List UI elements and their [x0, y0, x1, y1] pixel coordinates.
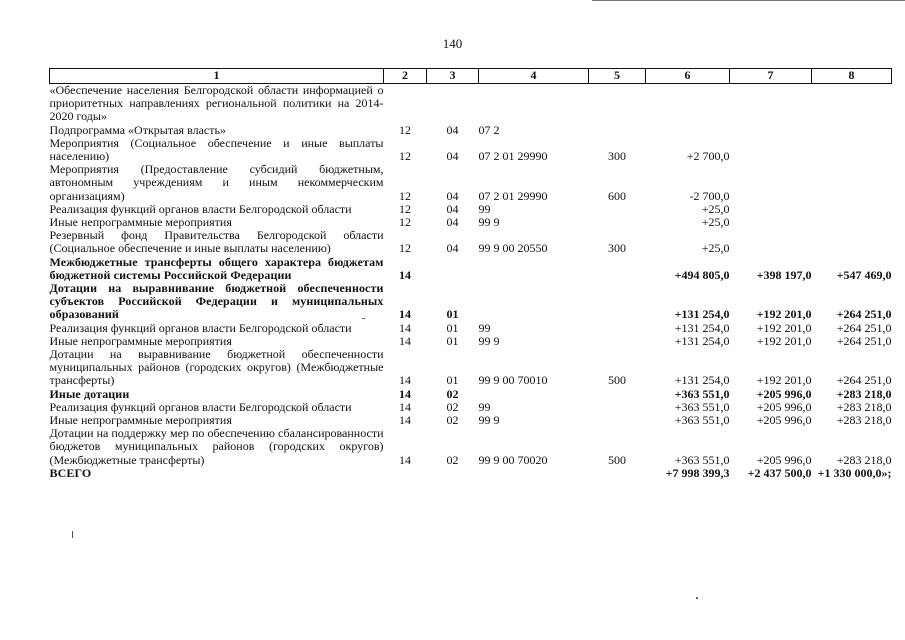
- row-name-cell: Дотации на выравнивание бюджетной обеспеченности субъектов Российской Федерации и муниципальных образований: [49, 281, 384, 322]
- table-header-row: [50, 69, 892, 84]
- section-code-cell: 14: [399, 399, 411, 414]
- expense-type-cell: [589, 414, 646, 427]
- page-number: 140: [442, 36, 463, 51]
- amount-cell: +283 218,0: [836, 413, 892, 428]
- row-name-cell: Иные непрограммные мероприятия: [49, 413, 232, 428]
- amount-cell: +25,0: [701, 201, 730, 216]
- amount-cell: [812, 124, 892, 137]
- target-article-cell: [479, 467, 589, 480]
- expense-type-cell: [589, 256, 646, 282]
- subsection-code-cell: 01: [446, 333, 459, 348]
- amount-cell: +363 551,0: [674, 413, 730, 428]
- subsection-code-cell: 04: [446, 201, 459, 216]
- table-row: [50, 467, 892, 480]
- target-article-cell: [479, 256, 589, 282]
- section-code-cell: [384, 84, 427, 124]
- subsection-code-cell: 04: [446, 241, 459, 256]
- expense-type-cell: [589, 335, 646, 348]
- amount-cell: +192 201,0: [756, 373, 812, 388]
- table-row: [50, 229, 892, 255]
- amount-cell: [730, 124, 812, 137]
- amount-cell: +264 251,0: [836, 333, 892, 348]
- table-row: [50, 348, 892, 388]
- amount-cell: +283 218,0: [836, 399, 892, 414]
- table-row: [50, 137, 892, 163]
- amount-cell: +264 251,0: [836, 307, 892, 322]
- subsection-code-cell: 02: [446, 452, 459, 467]
- target-article-cell: [479, 388, 589, 401]
- section-code-cell: 12: [399, 215, 411, 230]
- amount-cell: [812, 84, 892, 124]
- expense-type-cell: [589, 216, 646, 229]
- section-code-cell: 12: [399, 188, 411, 203]
- amount-cell: [812, 229, 892, 255]
- amount-cell: [812, 203, 892, 216]
- row-name-cell: Реализация функций органов власти Белгородской области: [49, 399, 352, 414]
- target-article-cell: [479, 282, 589, 322]
- amount-cell: +131 254,0: [674, 373, 730, 388]
- expense-type-cell: [589, 322, 646, 335]
- subsection-code-cell: [427, 467, 479, 480]
- amount-cell: [812, 137, 892, 163]
- amount-cell: +192 201,0: [756, 307, 812, 322]
- row-name-cell: Иные непрограммные мероприятия: [49, 333, 232, 348]
- target-article-cell: 99 9 00 20550: [478, 241, 548, 256]
- subsection-code-cell: 04: [446, 188, 459, 203]
- amount-cell: [730, 203, 812, 216]
- column-header: 1: [50, 69, 384, 84]
- table-row: [50, 427, 892, 467]
- expense-type-cell: [589, 388, 646, 401]
- table-row: [50, 282, 892, 322]
- subsection-code-cell: 01: [446, 320, 459, 335]
- table-row: [50, 322, 892, 335]
- section-code-cell: 14: [399, 333, 411, 348]
- amount-cell: +7 998 399,3: [665, 465, 730, 480]
- row-name-cell: Иные дотации: [49, 386, 130, 401]
- row-name-cell: Дотации на выравнивание бюджетной обеспеченности муниципальных районов (городских округов) (Межбюджетные трансферты): [49, 347, 384, 388]
- amount-cell: +205 996,0: [756, 386, 812, 401]
- column-header: 2: [384, 69, 427, 84]
- target-article-cell: 07 2 01 29990: [478, 149, 548, 164]
- amount-cell: +192 201,0: [756, 333, 812, 348]
- subsection-code-cell: 01: [446, 373, 459, 388]
- row-name-cell: Иные непрограммные мероприятия: [49, 215, 232, 230]
- amount-cell: +131 254,0: [674, 333, 730, 348]
- amount-cell: [730, 84, 812, 124]
- subsection-code-cell: 04: [446, 122, 459, 137]
- expense-type-cell: [589, 124, 646, 137]
- amount-cell: +264 251,0: [836, 320, 892, 335]
- column-header: 4: [479, 69, 589, 84]
- amount-cell: [812, 216, 892, 229]
- subsection-code-cell: [427, 256, 479, 282]
- amount-cell: +494 805,0: [674, 267, 730, 282]
- column-header: 6: [646, 69, 730, 84]
- target-article-cell: [479, 84, 589, 124]
- table-row: [50, 163, 892, 203]
- target-article-cell: 07 2: [478, 122, 500, 137]
- row-name-cell: Подпрограмма «Открытая власть»: [49, 122, 226, 137]
- table-row: [50, 256, 892, 282]
- subsection-code-cell: 04: [446, 215, 459, 230]
- target-article-cell: 99: [478, 399, 491, 414]
- amount-cell: +2 437 500,0: [747, 465, 812, 480]
- subsection-code-cell: [427, 84, 479, 124]
- amount-cell: +192 201,0: [756, 320, 812, 335]
- table-row: [50, 124, 892, 137]
- expense-type-cell: [589, 84, 646, 124]
- expense-type-cell: [589, 282, 646, 322]
- target-article-cell: 99 9: [478, 215, 500, 230]
- subsection-code-cell: 02: [446, 386, 459, 401]
- target-article-cell: 99 9 00 70010: [478, 373, 548, 388]
- section-code-cell: 14: [399, 413, 411, 428]
- target-article-cell: 99 9 00 70020: [478, 452, 548, 467]
- row-name-cell: Реализация функций органов власти Белгородской области: [49, 201, 352, 216]
- target-article-cell: 99: [478, 320, 491, 335]
- row-name-cell: Мероприятия (Социальное обеспечение и иные выплаты населению): [49, 135, 384, 164]
- section-code-cell: 12: [399, 241, 411, 256]
- amount-cell: +205 996,0: [756, 452, 812, 467]
- expense-type-cell: 500: [608, 373, 626, 388]
- row-name-cell: Межбюджетные трансферты общего характера бюджетам бюджетной системы Российской Федерации: [49, 254, 384, 282]
- amount-cell: +205 996,0: [756, 399, 812, 414]
- column-header: 3: [427, 69, 479, 84]
- amount-cell: +264 251,0: [836, 373, 892, 388]
- amount-cell: +205 996,0: [756, 413, 812, 428]
- expense-type-cell: [589, 401, 646, 414]
- column-header: 8: [812, 69, 892, 84]
- amount-cell: +2 700,0: [686, 149, 730, 164]
- subsection-code-cell: 01: [446, 307, 459, 322]
- subsection-code-cell: 04: [446, 149, 459, 164]
- subsection-code-cell: 02: [446, 413, 459, 428]
- expense-type-cell: 500: [608, 452, 626, 467]
- budget-table: [49, 68, 892, 480]
- amount-cell: -2 700,0: [689, 188, 730, 203]
- expense-type-cell: [589, 467, 646, 480]
- column-header: 7: [730, 69, 812, 84]
- section-code-cell: 14: [399, 320, 411, 335]
- expense-type-cell: 600: [608, 188, 626, 203]
- amount-cell: +547 469,0: [836, 267, 892, 282]
- amount-cell: +131 254,0: [674, 320, 730, 335]
- scan-mark: [362, 318, 365, 319]
- amount-cell: [812, 163, 892, 203]
- subsection-code-cell: 02: [446, 399, 459, 414]
- target-article-cell: 99: [478, 201, 491, 216]
- section-code-cell: 14: [399, 307, 411, 322]
- expense-type-cell: [589, 203, 646, 216]
- target-article-cell: 99 9: [478, 413, 500, 428]
- section-code-cell: 14: [399, 267, 411, 282]
- expense-type-cell: 300: [608, 241, 626, 256]
- section-code-cell: [384, 467, 427, 480]
- row-name-cell: Резервный фонд Правительства Белгородской области (Социальное обеспечение и иные выплаты населению): [49, 228, 384, 256]
- amount-cell: +1 330 000,0»;: [817, 465, 892, 480]
- row-name-cell: Дотации на поддержку мер по обеспечению сбалансированности бюджетов муниципальных районов (городских округов) (Межбюджетные трансферты): [49, 426, 384, 467]
- scan-mark: [696, 597, 698, 599]
- section-code-cell: 14: [399, 452, 411, 467]
- amount-cell: [730, 216, 812, 229]
- table-row: [50, 388, 892, 401]
- amount-cell: [730, 137, 812, 163]
- amount-cell: +25,0: [701, 215, 730, 230]
- section-code-cell: 14: [399, 373, 411, 388]
- row-name-cell: «Обеспечение населения Белгородской области информацией о приоритетных направлениях региональной политики на 2014-2020 годы»: [49, 83, 384, 124]
- page-top-rule: [592, 0, 905, 2]
- amount-cell: +363 551,0: [674, 399, 730, 414]
- section-code-cell: 12: [399, 122, 411, 137]
- amount-cell: [730, 229, 812, 255]
- amount-cell: [646, 84, 730, 124]
- scan-mark: [72, 531, 73, 538]
- target-article-cell: 99 9: [478, 333, 500, 348]
- table-row: [50, 84, 892, 124]
- amount-cell: +363 551,0: [674, 452, 730, 467]
- amount-cell: [730, 163, 812, 203]
- amount-cell: [646, 124, 730, 137]
- section-code-cell: 14: [399, 386, 411, 401]
- expense-type-cell: 300: [608, 149, 626, 164]
- row-name-cell: Мероприятия (Предоставление субсидий бюджетным, автономным учреждениям и иным некоммерческим организациям): [49, 162, 384, 203]
- target-article-cell: 07 2 01 29990: [478, 188, 548, 203]
- amount-cell: +131 254,0: [674, 307, 730, 322]
- amount-cell: +283 218,0: [836, 386, 892, 401]
- column-header: 5: [589, 69, 646, 84]
- section-code-cell: 12: [399, 149, 411, 164]
- amount-cell: +398 197,0: [756, 267, 812, 282]
- amount-cell: +25,0: [701, 241, 730, 256]
- row-name-cell: Реализация функций органов власти Белгородской области: [49, 320, 352, 335]
- row-name-cell: ВСЕГО: [49, 465, 92, 480]
- section-code-cell: 12: [399, 201, 411, 216]
- amount-cell: +363 551,0: [674, 386, 730, 401]
- amount-cell: +283 218,0: [836, 452, 892, 467]
